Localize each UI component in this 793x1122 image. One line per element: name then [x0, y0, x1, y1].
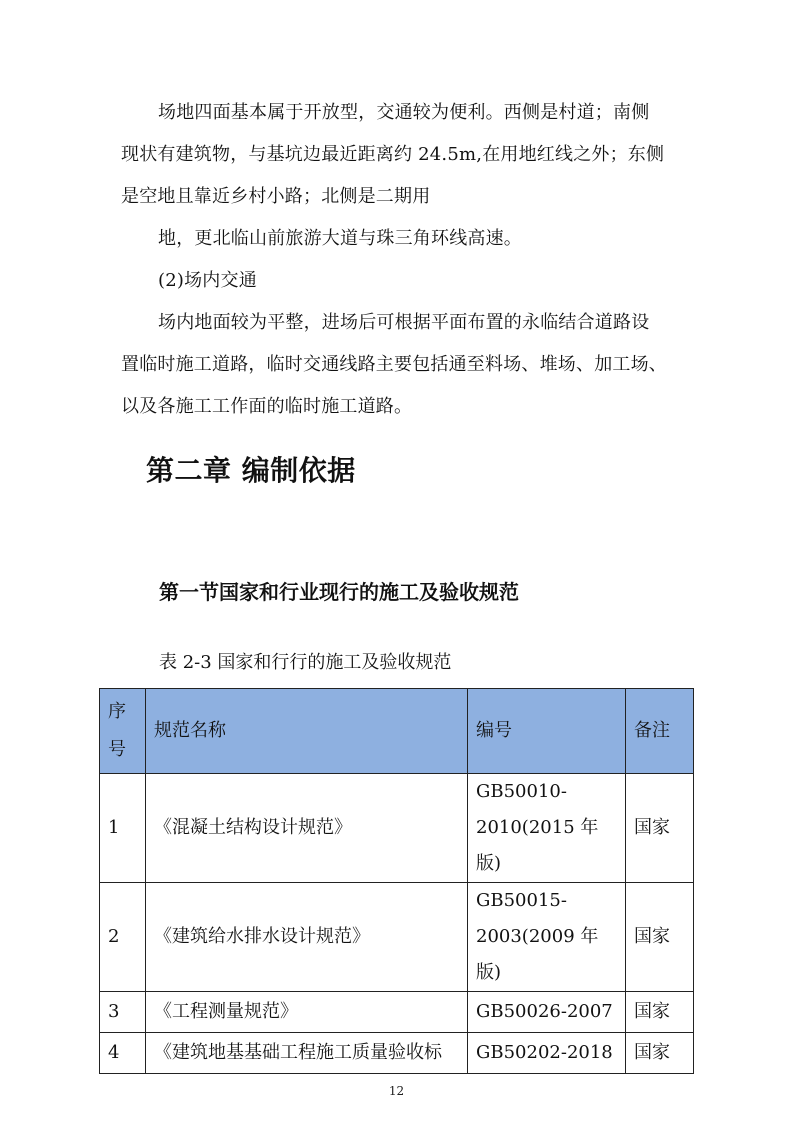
body-paragraph: 现状有建筑物，与基坑边最近距离约 24.5m,在用地红线之外；东侧: [121, 144, 665, 165]
body-paragraph: 地，更北临山前旅游大道与珠三角环线高速。: [158, 228, 522, 249]
header-sequence-line-2: 号: [108, 739, 126, 760]
table-row: [100, 1033, 694, 1074]
body-paragraph: 以及各施工工作面的临时施工道路。: [121, 396, 413, 417]
table-header-row: [100, 689, 694, 774]
row-code-cell: [468, 883, 626, 992]
row-code-cell: GB50026-2007: [468, 992, 626, 1033]
standards-table-wrapper: [99, 688, 693, 1074]
table-row: [100, 883, 694, 992]
header-sequence-cell: [100, 689, 146, 774]
code-line-1: GB50015-: [476, 890, 567, 911]
code-line-2: 2010(2015 年版): [476, 817, 599, 874]
standards-table: [99, 688, 694, 1074]
row-number-cell: 2: [100, 883, 146, 992]
chapter-title: 第二章 编制依据: [146, 454, 356, 487]
section-title: 第一节国家和行业现行的施工及验收规范: [159, 580, 519, 604]
header-code-cell: 编号: [468, 689, 626, 774]
subheading: (2)场内交通: [158, 270, 257, 291]
row-note-cell: 国家: [626, 774, 694, 883]
row-name-cell: 《混凝土结构设计规范》: [146, 774, 468, 883]
code-line-2: 2003(2009 年版): [476, 926, 599, 983]
header-sequence-line-1: 序: [108, 701, 126, 722]
body-paragraph: 场地四面基本属于开放型，交通较为便利。西侧是村道；南侧: [158, 102, 650, 123]
code-line-1: GB50010-: [476, 781, 567, 802]
header-name-cell: 规范名称: [146, 689, 468, 774]
body-paragraph: 场内地面较为平整，进场后可根据平面布置的永临结合道路设: [158, 312, 650, 333]
row-name-cell: 《建筑给水排水设计规范》: [146, 883, 468, 992]
table-row: [100, 774, 694, 883]
row-note-cell: 国家: [626, 992, 694, 1033]
table-caption: 表 2-3 国家和行行的施工及验收规范: [159, 652, 452, 673]
row-name-cell: 《建筑地基基础工程施工质量验收标: [146, 1033, 468, 1074]
row-number-cell: 3: [100, 992, 146, 1033]
row-code-cell: [468, 774, 626, 883]
body-paragraph: 置临时施工道路，临时交通线路主要包括通至料场、堆场、加工场、: [121, 354, 667, 375]
row-code-cell: GB50202-2018: [468, 1033, 626, 1074]
row-note-cell: 国家: [626, 1033, 694, 1074]
row-note-cell: 国家: [626, 883, 694, 992]
row-name-cell: 《工程测量规范》: [146, 992, 468, 1033]
body-paragraph: 是空地且靠近乡村小路；北侧是二期用: [121, 186, 431, 207]
row-number-cell: 1: [100, 774, 146, 883]
table-row: [100, 992, 694, 1033]
row-number-cell: 4: [100, 1033, 146, 1074]
header-note-cell: 备注: [626, 689, 694, 774]
page-number: 12: [388, 1084, 405, 1098]
